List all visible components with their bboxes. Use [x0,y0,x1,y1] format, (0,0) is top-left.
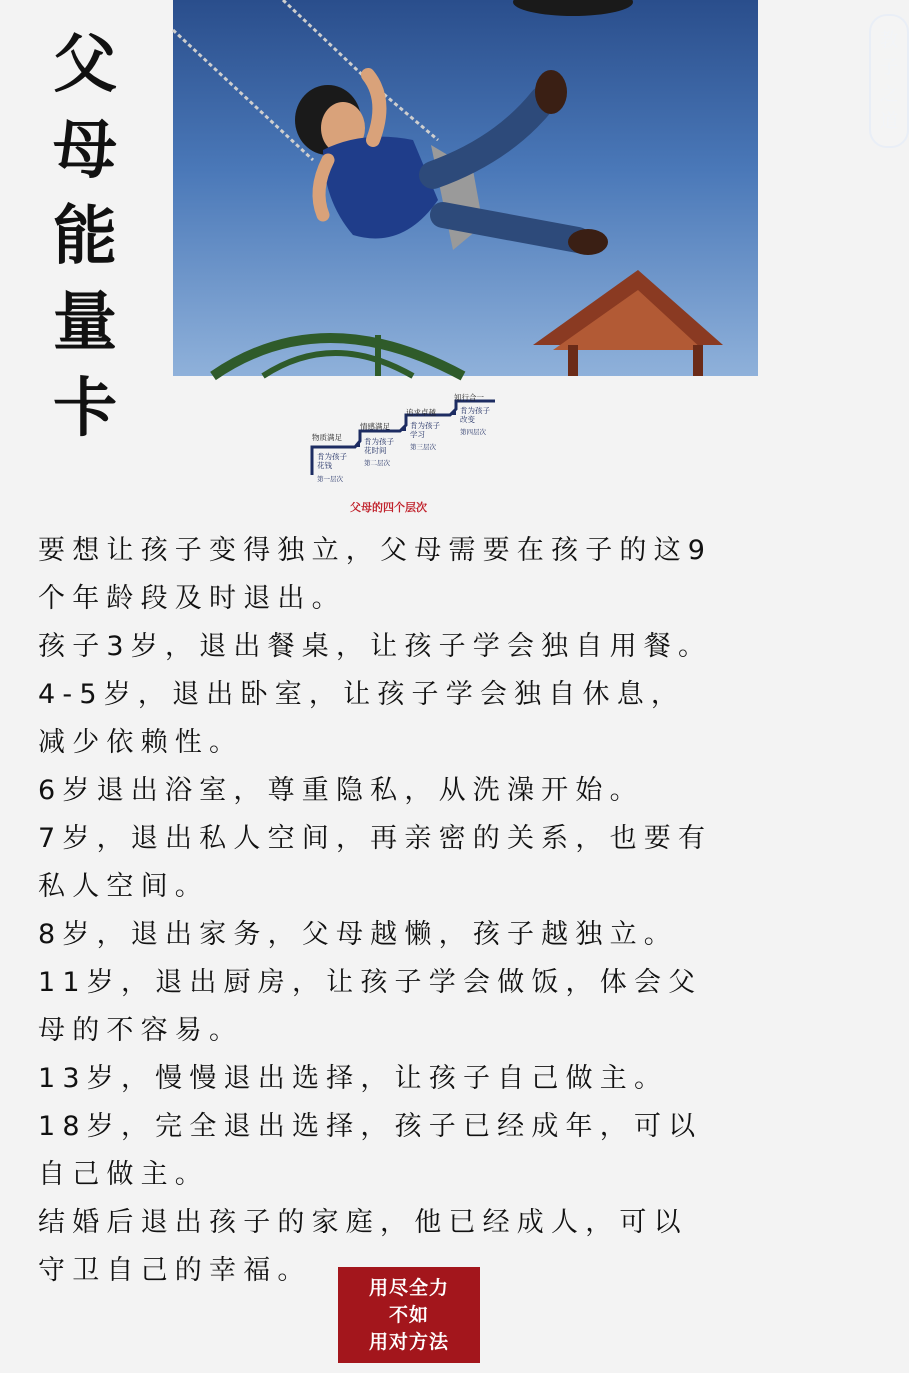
text-line: 结婚后退出孩子的家庭，他已经成人，可以 [38,1207,688,1238]
swing-illustration [173,0,758,376]
step-3-level: 第三层次 [410,443,436,451]
seal-char: 教 [879,29,899,51]
text-line: 7岁，退出私人空间，再亲密的关系，也要有 [38,823,713,854]
step-1-level: 第一层次 [317,475,343,483]
text-line: 守卫自己的幸福。 [38,1255,312,1286]
title-char: 母 [53,113,117,188]
text-line: 11岁，退出厨房，让孩子学会做饭，体会父 [38,967,703,998]
text-line: 要想让孩子变得独立，父母需要在孩子的这9 [38,535,713,566]
title-char: 卡 [53,371,117,446]
title-char: 能 [53,199,117,274]
title-char: 父 [53,27,117,102]
step-3-box: 肯为孩子 学习 [410,421,440,439]
slogan-line: 用对方法 [368,1330,449,1353]
step-2-box: 肯为孩子 花时间 [364,437,394,455]
text-line: 18岁，完全退出选择，孩子已经成年，可以 [38,1111,703,1142]
seal-char: 道 [879,110,899,132]
text-line: 孩子3岁，退出餐桌，让孩子学会独自用餐。 [38,631,713,662]
text-line: 私人空间。 [38,871,209,902]
text-line: 母的不容易。 [38,1015,244,1046]
swing-photo [173,0,899,376]
text-line: 减少依赖性。 [38,727,244,758]
seal-char: 子 [879,56,899,78]
step-1-box: 肯为孩子 花钱 [317,452,347,470]
step-3-top: 追求卓越 [406,408,436,417]
slogan-stamp [338,1267,480,1363]
text-line: 8岁，退出家务，父母越懒，孩子越独立。 [38,919,678,950]
four-levels-diagram [300,395,510,520]
text-line: 自己做主。 [38,1159,209,1190]
step-4-box: 肯为孩子 改变 [460,406,490,424]
step-1-top: 物质满足 [312,433,342,442]
step-4-level: 第四层次 [460,428,486,436]
step-2-top: 情感满足 [360,422,390,431]
step-4-top: 知行合一 [454,393,484,402]
slogan-line: 用尽全力 [368,1276,449,1299]
seal-char: 之 [879,83,899,105]
body-text [38,527,778,1295]
diagram-caption: 父母的四个层次 [350,501,427,514]
text-line: 13岁，慢慢退出选择，让孩子自己做主。 [38,1063,669,1094]
text-line: 4-5岁，退出卧室，让孩子学会独自休息， [38,679,686,710]
slogan-line: 不如 [388,1303,429,1326]
step-2-level: 第二层次 [364,459,390,467]
text-line: 个年龄段及时退出。 [38,583,346,614]
vertical-title [40,22,130,452]
text-line: 6岁退出浴室，尊重隐私，从洗澡开始。 [38,775,644,806]
seal-stamp [869,14,909,148]
title-char: 量 [53,285,117,360]
